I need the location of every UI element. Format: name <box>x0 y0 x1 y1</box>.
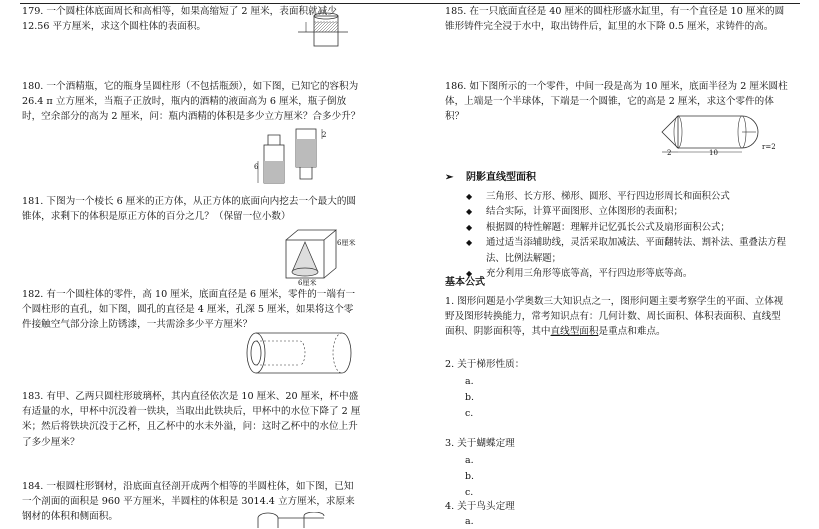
problem-182: 182. 有一个圆柱体的零件，高 10 厘米，底面直径是 6 厘米，零件的一端有一个圆柱形的直孔，如下图，圆孔的直径是 4 厘米，孔深 5 厘米，如果将这个零件接触空气部分涂上防锈漆，一共需涂多少平方厘米？ <box>22 289 356 331</box>
problem-186: 186. 如下图所示的一个零件，中间一段是高为 10 厘米，底面半径为 2 厘米圆柱体，上端是一个半球体，下端是一个圆锥，它的高是 2 厘米，求这个零件的体积？ <box>445 81 788 123</box>
item4-a: a. <box>465 516 474 527</box>
basic-title: 基本公式 <box>445 277 485 288</box>
problem-181: 181. 下图为一个棱长 6 厘米的正方体，从正方体的底面向内挖去一个最大的圆锥体，求剩下的体积是原正方体的百分之几？（保留一位小数） <box>22 196 357 223</box>
figure-182-cylinder-hole <box>244 330 354 376</box>
item3-b: b. <box>465 471 474 482</box>
fig181-label-bottom: 6厘米 <box>298 279 317 287</box>
bullet-item: ◆ 充分利用三角形等底等高，平行四边形等底等高。 <box>466 268 693 280</box>
item3-c: c. <box>465 487 474 498</box>
figure-179-cylinder <box>292 8 356 52</box>
fig186-label-r: r=2 <box>762 143 776 151</box>
basic-item-3: 3. 关于蝴蝶定理 <box>445 438 515 449</box>
problem-180: 180. 一个酒精瓶，它的瓶身呈圆柱形（不包括瓶颈），如下图，已知它的容积为 26.4 π 立方厘米，当瓶子正放时，瓶内的酒精的液面高为 6 厘米，瓶子倒放时，空余部分的高为 2 厘米，问：瓶内酒精的体积是多少立方厘米？合多少升？ <box>22 81 361 123</box>
figure-184-half-cylinders <box>254 512 344 528</box>
problem-185: 185. 在一只底面直径是 40 厘米的圆柱形盛水缸里，有一个直径是 10 厘米的圆锥形铸件完全浸于水中，取出铸件后，缸里的水下降 0.5 厘米，求铸件的高。 <box>445 6 785 33</box>
problem-179: 179. 一个圆柱体底面周长和高相等，如果高缩短了 2 厘米，表面积就减少 12.56 平方厘米，求这个圆柱体的表面积。 <box>22 6 337 33</box>
basic-item-2: 2. 关于梯形性质： <box>445 359 525 370</box>
basic-item-1: 1. 图形问题是小学奥数三大知识点之一，图形问题主要考察学生的平面、立体视野及图形转换能力，常考知识点有：几何计数、周长面积、体积表面积、直线型面积、阴影面积等，其中直线型面积是重点和难点。 <box>445 296 784 338</box>
section-arrow: ➢ <box>445 172 454 183</box>
fig180-label-2: 2 <box>322 131 327 139</box>
item2-b: b. <box>465 392 474 403</box>
bullet-list <box>464 189 794 281</box>
figure-186-part <box>658 108 778 154</box>
basic-item-4: 4. 关于鸟头定理 <box>445 501 515 512</box>
bullet-item: ◆ 根据圆的特性解题：理解并记忆弧长公式及扇形面积公式； <box>466 221 730 233</box>
bullet-item: ◆ 三角形、长方形、梯形、圆形、平行四边形周长和面积公式 <box>466 191 730 202</box>
problem-184: 184. 一根圆柱形钢材，沿底面直径剖开成两个相等的半圆柱体，如下图，已知一个剖面的面积是 960 平方厘米，半圆柱的体积是 3014.4 立方厘米，求原来钢材的体积和侧面积。 <box>22 481 355 523</box>
fig181-label-side: 6厘米 <box>337 239 356 247</box>
bullet-item: ◆ 通过适当添辅助线，灵活采取加减法、平面翻转法、割补法、重叠法方程法、比例法解题； <box>466 237 787 264</box>
fig186-label-10: 10 <box>709 149 718 157</box>
problem-183: 183. 有甲、乙两只圆柱形玻璃杯，其内直径依次是 10 厘米、20 厘米，杯中盛有适量的水，甲杯中沉没着一铁块，当取出此铁块后，甲杯中的水位下降了 2 厘米；然后将铁块沉没于乙杯，且乙杯中的水未外溢，问：这时乙杯中的水位上升了多少厘米？ <box>22 391 361 448</box>
item3-a: a. <box>465 455 474 466</box>
item2-a: a. <box>465 376 474 387</box>
fig186-label-2: 2 <box>667 149 672 157</box>
section-title: 阴影直线型面积 <box>466 172 536 183</box>
fig180-label-6: 6 <box>254 163 259 171</box>
figure-180-bottles <box>252 127 328 185</box>
bullet-item: ◆ 结合实际，计算平面图形、立体图形的表面积； <box>466 206 683 218</box>
item2-c: c. <box>465 408 474 419</box>
